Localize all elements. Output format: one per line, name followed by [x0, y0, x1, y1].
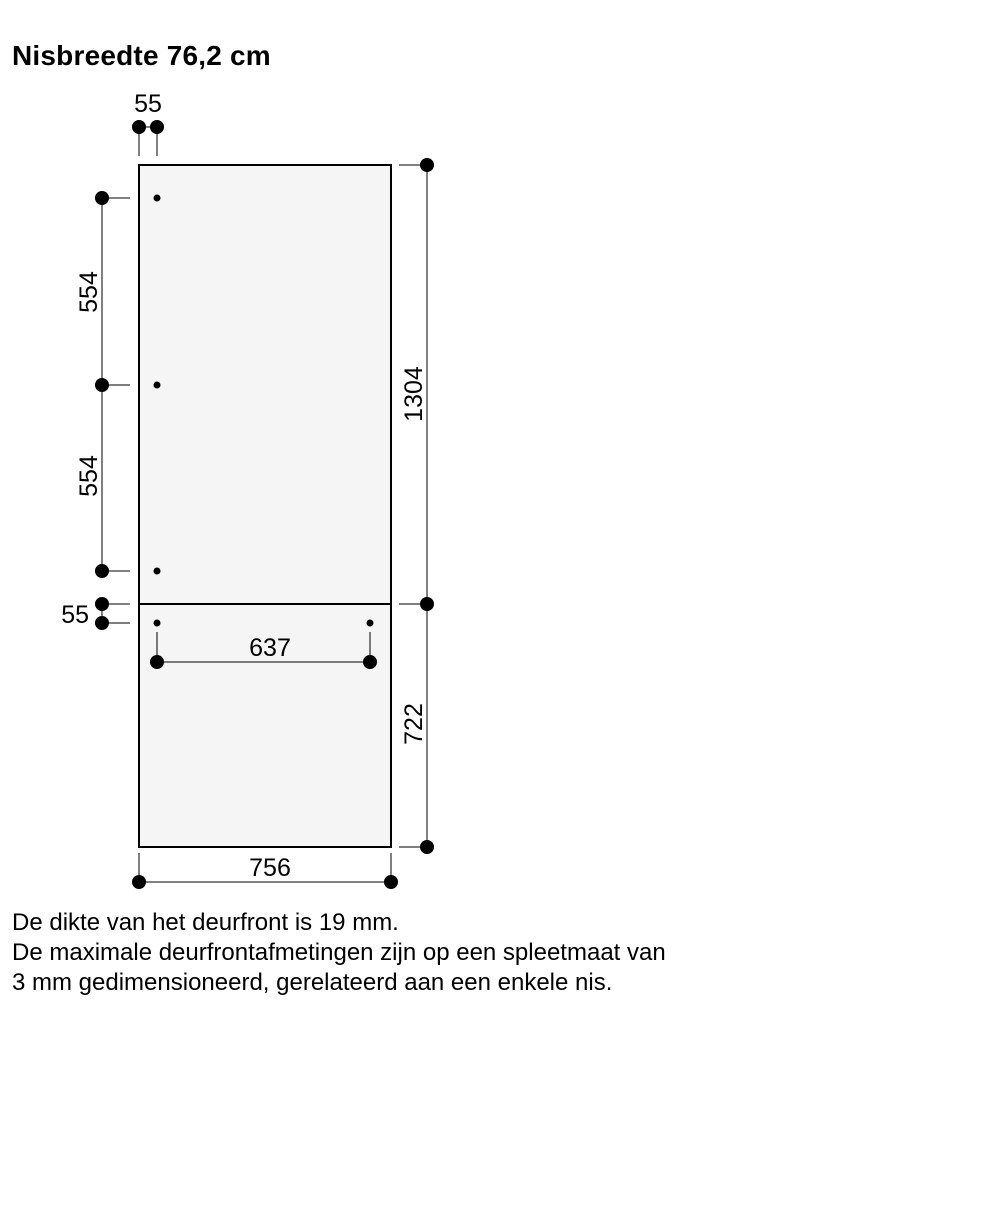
terminator — [420, 597, 434, 611]
upper-door-height-label: 1304 — [400, 366, 428, 422]
terminator — [95, 597, 109, 611]
hinge-point-upper-1 — [154, 195, 161, 202]
terminator — [132, 120, 146, 134]
hinge-point-upper-2 — [154, 382, 161, 389]
hinge-offset-top-label: 55 — [134, 90, 162, 118]
terminator — [420, 840, 434, 854]
terminator — [95, 191, 109, 205]
terminator — [384, 875, 398, 889]
hinge-offset-split-label: 55 — [61, 601, 89, 629]
terminator — [150, 655, 164, 669]
terminator — [363, 655, 377, 669]
terminator — [132, 875, 146, 889]
page-title: Nisbreedte 76,2 cm — [12, 40, 271, 71]
notes — [12, 908, 972, 998]
note-line: 3 mm gedimensioneerd, gerelateerd aan een enkele nis. — [12, 969, 613, 996]
hinge-spacing-upper-label: 554 — [75, 271, 103, 313]
total-width-label: 756 — [249, 854, 291, 882]
lower-door-height-label: 722 — [400, 703, 428, 745]
hinge-spacing-lower-label: 554 — [75, 455, 103, 497]
upper-door-panel — [139, 165, 391, 604]
terminator — [95, 564, 109, 578]
hinge-point-upper-3 — [154, 568, 161, 575]
hinge-point-lower-left — [154, 620, 161, 627]
terminator — [150, 120, 164, 134]
terminator — [95, 378, 109, 392]
terminator — [95, 616, 109, 630]
note-line: De dikte van het deurfront is 19 mm. — [12, 909, 399, 936]
lower-hinge-spacing-label: 637 — [249, 634, 291, 662]
note-line: De maximale deurfrontafmetingen zijn op een spleetmaat van — [12, 939, 666, 966]
terminator — [420, 158, 434, 172]
hinge-point-lower-right — [367, 620, 374, 627]
